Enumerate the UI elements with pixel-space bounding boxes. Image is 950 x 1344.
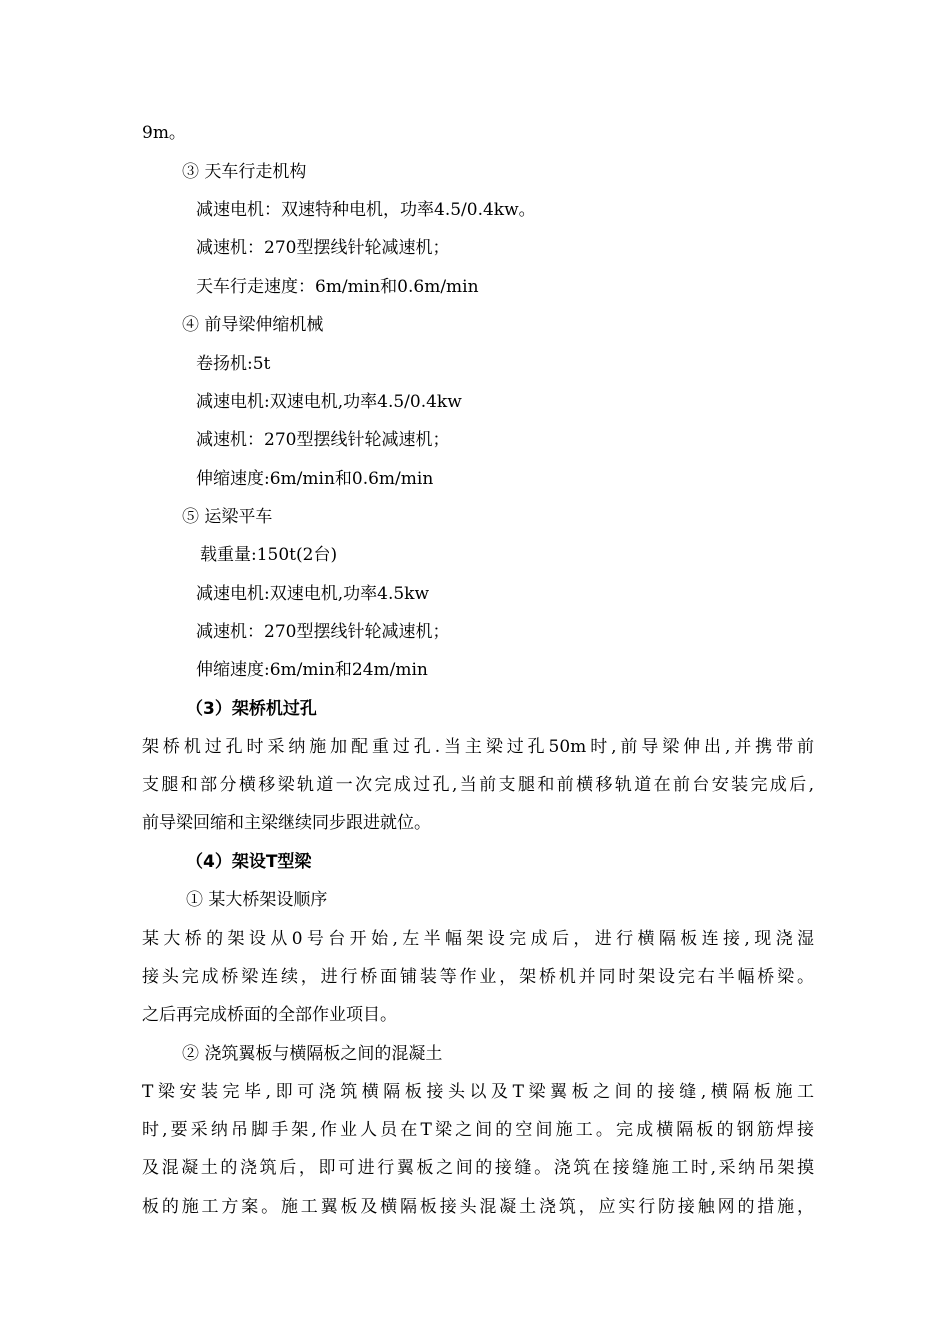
paragraph-line: 接头完成桥梁连续，进行桥面铺装等作业，架桥机并同时架设完右半幅桥梁。 — [142, 967, 814, 987]
subheading-line: ② 浇筑翼板与横隔板之间的混凝土 — [182, 1044, 443, 1064]
text-line: 减速电机:双速电机,功率4.5kw — [196, 584, 430, 604]
subheading-line: ① 某大桥架设顺序 — [186, 890, 328, 910]
paragraph-line: 板的施工方案。施工翼板及横隔板接头混凝土浇筑，应实行防接触网的措施， — [142, 1197, 814, 1217]
paragraph-line: 架桥机过孔时采纳施加配重过孔.当主梁过孔50m时,前导梁伸出,并携带前 — [142, 737, 814, 757]
paragraph-line: 时,要采纳吊脚手架,作业人员在T梁之间的空间施工。完成横隔板的钢筋焊接 — [142, 1120, 814, 1140]
text-line: 伸缩速度:6m/min和24m/min — [196, 660, 428, 680]
subheading-line: ⑤ 运梁平车 — [182, 507, 273, 527]
text-line: 减速电机：双速特种电机，功率4.5/0.4kw。 — [196, 200, 536, 220]
paragraph-line: 及混凝土的浇筑后，即可进行翼板之间的接缝。浇筑在接缝施工时,采纳吊架摸 — [142, 1158, 814, 1178]
paragraph-line: 前导梁回缩和主梁继续同步跟进就位。 — [142, 813, 431, 833]
text-line: 减速机：270型摆线针轮减速机； — [196, 430, 450, 450]
text-line: 减速电机:双速电机,功率4.5/0.4kw — [196, 392, 462, 412]
paragraph-line: T梁安装完毕,即可浇筑横隔板接头以及T梁翼板之间的接缝,横隔板施工 — [142, 1082, 814, 1102]
text-line: 载重量:150t(2台) — [200, 545, 338, 565]
paragraph-line: 之后再完成桥面的全部作业项目。 — [142, 1005, 397, 1025]
text-line: 卷扬机:5t — [196, 354, 271, 374]
subheading-line: ④ 前导梁伸缩机械 — [182, 315, 324, 335]
subheading-line: ③ 天车行走机构 — [182, 162, 307, 182]
text-line: 伸缩速度:6m/min和0.6m/min — [196, 469, 434, 489]
text-line: 减速机：270型摆线针轮减速机； — [196, 238, 450, 258]
section-heading: （3）架桥机过孔 — [186, 699, 317, 719]
text-line: 9m。 — [142, 123, 186, 143]
paragraph-line: 支腿和部分横移梁轨道一次完成过孔,当前支腿和前横移轨道在前台安装完成后, — [142, 775, 814, 795]
paragraph-line: 某大桥的架设从0号台开始,左半幅架设完成后，进行横隔板连接,现浇湿 — [142, 929, 814, 949]
section-heading: （4）架设T型梁 — [186, 852, 312, 872]
text-line: 减速机：270型摆线针轮减速机； — [196, 622, 450, 642]
text-line: 天车行走速度：6m/min和0.6m/min — [196, 277, 479, 297]
